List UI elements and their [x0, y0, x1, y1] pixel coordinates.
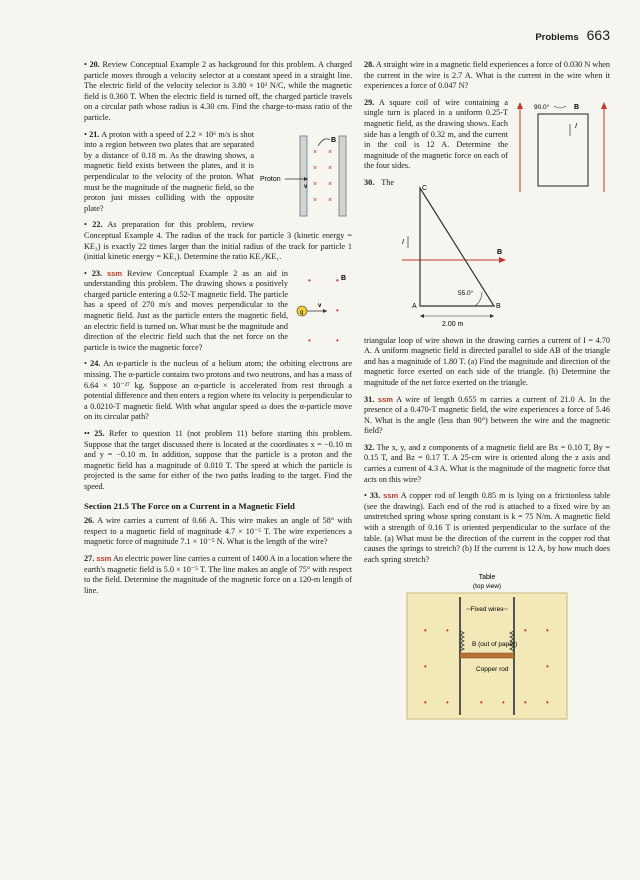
c-label: C: [422, 184, 428, 192]
v-label-21: v: [304, 183, 308, 190]
svg-text:×: ×: [328, 196, 333, 204]
section-heading: Section 21.5 The Force on a Current in a Magnetic Field: [84, 500, 295, 511]
v-label-23: v: [318, 302, 322, 309]
b-out-label: B (out of paper): [472, 641, 518, 649]
problem-27: 27. ssm An electric power line carries a current of 1400 A in a location where the earth's magnetic field is 5.0 × 10⁻⁵ T. The line makes an angle of 75° with respect to the field. Determine the magnitude of the magnetic force on a 120-m length of line.: [84, 553, 353, 595]
svg-text:•: •: [446, 698, 449, 708]
svg-text:×: ×: [313, 180, 318, 188]
figure-29: [514, 100, 610, 200]
svg-text:×: ×: [313, 196, 318, 204]
i-label-30: I: [402, 238, 404, 246]
problem-23: • • • • • B q v • 23. ssm Review Conceptual Example 2 as an aid in understanding this problem. The drawing shows a positively charged particle entering a 0.52-T magnetic field. The particle has a speed of 270 m/s and moves perpendicular to the magnetic field. Just as the particle enters the magnetic field, an electric field is turned on. What must be the magnitude and direction of the electric field such that the net force on the particle is twice the magnetic force?: [84, 269, 352, 354]
svg-text:×: ×: [313, 164, 318, 172]
svg-text:•: •: [546, 626, 549, 636]
svg-text:•: •: [524, 626, 527, 636]
length-label-30: 2.00 m: [442, 320, 464, 328]
svg-text:•: •: [308, 275, 311, 285]
svg-text:•: •: [308, 335, 311, 345]
svg-text:•: •: [446, 626, 449, 636]
svg-text:×: ×: [328, 164, 333, 172]
b-label-29: B: [574, 103, 580, 111]
problem-20: • 20. Review Conceptual Example 2 as background for this problem. A charged particle moves through a velocity selector at a constant speed in a straight line. The electric field of the velocity selector is 3.80 × 10³ N/C, while the magnetic field is 0.360 T. When the electric field is turned off, the charged particle travels on a circular path whose radius is 4.30 cm. Find the charge-to-mass ratio of the particle.: [84, 60, 352, 122]
left-column: [84, 60, 352, 602]
svg-text:•: •: [524, 698, 527, 708]
figure-23: [294, 271, 352, 353]
problem-32: 32. The x, y, and z components of a magnetic field are Bx = 0.10 T, By = 0.15 T, and Bz = 0.17 T. A 25-cm wire is oriented along the z axis and carries a current of 4.3 A. What is the magnitude of the magnetic force that acts on this wire?: [364, 442, 610, 484]
page-number: 663: [586, 27, 610, 43]
figure-30: [400, 180, 508, 334]
copper-rod-label: Copper rod: [476, 666, 509, 674]
problem-31: 31. ssm A wire of length 0.655 m carries a current of 21.0 A. In the presence of a 0.470-T magnetic field, the wire experiences a force of 5.46 N. What is the angle (less than 90°) between the wire and the magnetic field?: [364, 394, 610, 436]
right-column: [364, 60, 610, 721]
svg-text:×: ×: [328, 180, 333, 188]
svg-text:•: •: [546, 662, 549, 672]
problem-22: • 22. As preparation for this problem, review Conceptual Example 4. The radius of the track for particle 3 (kinetic energy = KE₃) is exactly 22 times larger than the initial radius of the track for particle 1 (initial kinetic energy = KE₁). Determine the ratio KE₃/KE₁.: [84, 220, 352, 262]
i-label-29: I: [575, 122, 577, 130]
svg-text:•: •: [424, 698, 427, 708]
figure-33-table: [402, 571, 572, 721]
angle-label-29: 90.0°: [534, 103, 550, 111]
problem-29: B 90.0° I 29. A square coil of wire containing a single turn is placed in a uniform 0.25-T magnetic field, as the drawing shows. Each side has a length of 0.32 m, and the current in the coil is 12 A. Determine the magnitude of the magnetic force on each of the four sides.: [364, 98, 610, 172]
svg-text:•: •: [502, 698, 505, 708]
fixed-wires-label: Fixed wires: [470, 606, 504, 614]
problem-33: • 33. ssm A copper rod of length 0.85 m is lying on a frictionless table (see the drawing). Each end of the rod is attached to a fixed wire by an unstretched spring whose spring constant is k = 75 N/m. A magnetic field with a strength of 0.16 T is oriented perpendicular to the surface of the table. (a) What must be the direction of the current in the copper rod that causes the springs to stretch? (b) If the current is 12 A, by how much does each spring stretch?: [364, 491, 611, 564]
q-label: q: [300, 309, 304, 316]
svg-text:•: •: [480, 698, 483, 708]
svg-text:•: •: [336, 305, 339, 315]
figure-21: [260, 132, 352, 226]
svg-text:×: ×: [328, 148, 333, 156]
page-header: [535, 27, 610, 43]
problem-28: 28. A straight wire in a magnetic field experiences a force of 0.030 N when the current in the wire is 2.7 A. What is the current in the wire when it experiences a force of 0.047 N?: [364, 60, 611, 91]
b-label-30: B: [497, 248, 503, 256]
svg-text:•: •: [424, 662, 427, 672]
problem-24: • 24. An α-particle is the nucleus of a helium atom; the orbiting electrons are missing. The α-particle contains two protons and two neutrons, and has a mass of 6.64 × 10⁻²⁷ kg. Suppose an α-particle is accelerated from rest through a potential difference and then enters a region where its velocity is perpendicular to a 0.0210-T magnetic field. With what angular speed ω does the α-particle move on its circular path?: [84, 359, 353, 422]
svg-text:•: •: [336, 335, 339, 345]
b-label-23: B: [341, 274, 347, 282]
table-subtitle: (top view): [472, 583, 502, 591]
b-vertex-label: B: [496, 302, 501, 310]
svg-text:•: •: [336, 275, 339, 285]
svg-text:×: ×: [313, 148, 318, 156]
a-label: A: [412, 302, 417, 310]
angle-label-30: 55.0°: [458, 289, 474, 297]
proton-label: Proton: [260, 175, 281, 183]
section-title: Problems: [535, 32, 579, 43]
problem-21: × × × × × × × × B Proton v • 21. A proton with a speed of 2.2 × 10⁶ m/s is shot into a region between two plates that are separated by a distance of 0.18 m. As the drawing shows, a magnetic field exists between the plates, and it is perpendicular to the velocity of the proton. What must be the magnitude of the magnetic field, so the proton just misses colliding with the opposite plate?: [84, 130, 352, 215]
svg-text:•: •: [546, 698, 549, 708]
svg-text:•: •: [424, 626, 427, 636]
problem-25: •• 25. Refer to question 11 (not problem 11) before starting this problem. Suppose that the target discussed there is located at the coordinates x = −0.10 m and y = −0.10 m. In addition, suppose that the particle is a proton and the magnetic field has a magnitude of 0.010 T. The speed at which the particle is projected is the same for either of the two paths leading to the target. Find the speed.: [84, 429, 353, 491]
b-label-21: B: [331, 136, 337, 144]
problem-26: 26. A wire carries a current of 0.66 A. This wire makes an angle of 58° with respect to a magnetic field of magnitude 4.7 × 10⁻⁵ T. The wire experiences a magnetic force of magnitude 7.1 × 10⁻⁵ N. What is the length of the wire?: [84, 516, 352, 547]
problem-30: B C A B I 55.0° 2.00 m 30. The triangular loop of wire shown in the drawing carries a current of I = 4.70 A. A uniform magnetic field is directed parallel to side AB of the triangle and has a magnitude of 1.80 T. (a) Find the magnitude and direction of the magnetic force exerted on each side of the triangle. (b) Determine the magnitude of the net force exerted on the triangle.: [364, 177, 610, 387]
table-title: Table: [478, 574, 496, 582]
